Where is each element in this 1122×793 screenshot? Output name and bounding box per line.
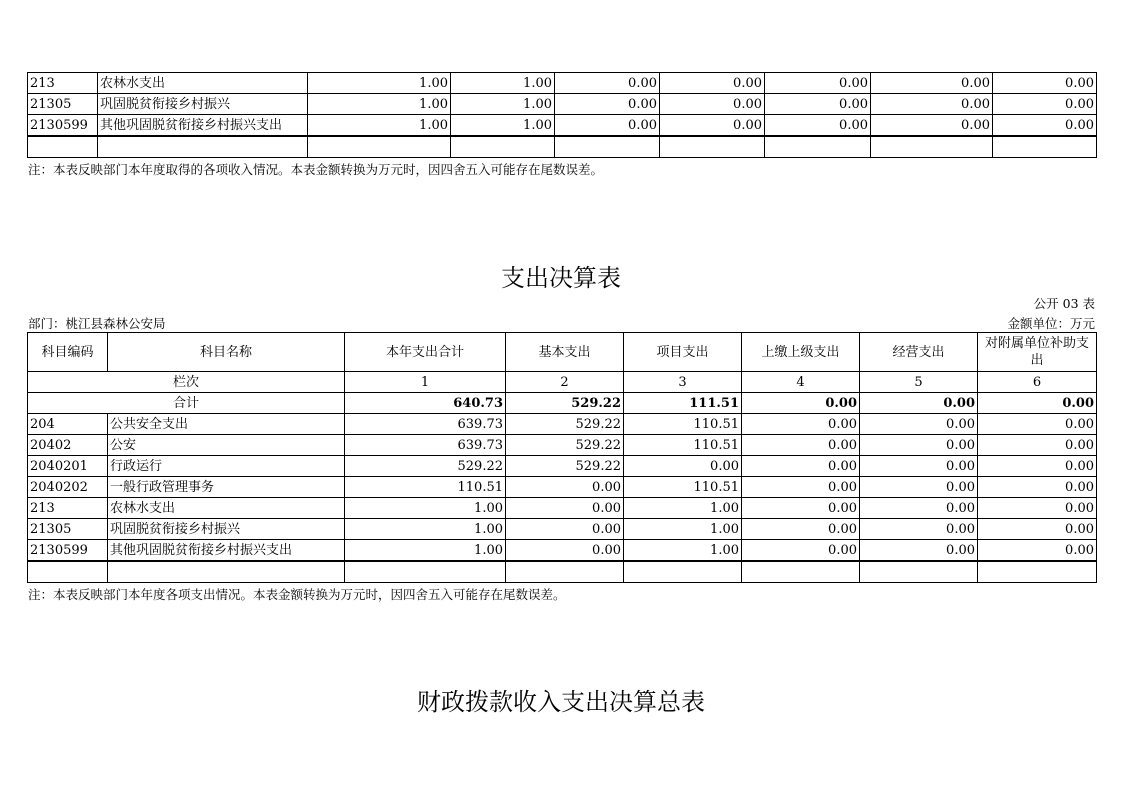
amount-cell: 0.00 — [555, 73, 660, 94]
amount-cell: 639.73 — [345, 414, 506, 435]
amount-cell: 529.22 — [506, 414, 624, 435]
subject-name: 其他巩固脱贫衔接乡村振兴支出 — [98, 115, 308, 137]
amount-cell: 0.00 — [624, 456, 742, 477]
amount-cell: 1.00 — [451, 94, 555, 115]
empty-cell — [871, 136, 993, 158]
amount-cell: 639.73 — [345, 435, 506, 456]
amount-cell: 0.00 — [978, 540, 1097, 562]
column-number-label: 栏次 — [28, 372, 345, 393]
table-row — [28, 73, 1097, 94]
amount-cell: 0.00 — [860, 414, 978, 435]
empty-cell — [742, 561, 860, 583]
column-number: 1 — [345, 372, 506, 393]
amount-cell: 0.00 — [860, 498, 978, 519]
amount-cell: 1.00 — [345, 519, 506, 540]
table-row — [28, 540, 1097, 562]
empty-cell — [451, 136, 555, 158]
amount-cell: 0.00 — [978, 435, 1097, 456]
subject-code: 2040202 — [28, 477, 108, 498]
table-row — [28, 414, 1097, 435]
total-label: 合计 — [28, 393, 345, 414]
amount-cell: 1.00 — [451, 73, 555, 94]
subject-name: 农林水支出 — [108, 498, 345, 519]
total-value: 640.73 — [345, 393, 506, 414]
amount-cell: 0.00 — [660, 94, 765, 115]
empty-cell — [624, 561, 742, 583]
table-row — [28, 561, 1097, 583]
subject-name: 巩固脱贫衔接乡村振兴 — [108, 519, 345, 540]
amount-cell: 0.00 — [860, 519, 978, 540]
header-cell: 科目名称 — [108, 333, 345, 372]
header-cell: 项目支出 — [624, 333, 742, 372]
empty-cell — [660, 136, 765, 158]
subject-code: 213 — [28, 498, 108, 519]
department-label: 部门：桃江县森林公安局 — [28, 316, 166, 331]
table-row — [28, 498, 1097, 519]
subject-code: 213 — [28, 73, 98, 94]
amount-cell: 0.00 — [860, 435, 978, 456]
amount-cell: 1.00 — [624, 540, 742, 562]
amount-cell: 0.00 — [660, 115, 765, 137]
table-row — [28, 94, 1097, 115]
amount-cell: 0.00 — [742, 498, 860, 519]
empty-cell — [308, 136, 451, 158]
amount-cell: 1.00 — [308, 94, 451, 115]
amount-cell: 0.00 — [860, 456, 978, 477]
subject-code: 21305 — [28, 519, 108, 540]
amount-cell: 0.00 — [978, 456, 1097, 477]
amount-cell: 0.00 — [742, 519, 860, 540]
amount-cell: 0.00 — [742, 435, 860, 456]
column-number: 5 — [860, 372, 978, 393]
amount-cell: 0.00 — [765, 115, 871, 137]
column-number-row — [28, 372, 1097, 393]
amount-cell: 0.00 — [871, 73, 993, 94]
empty-cell — [860, 561, 978, 583]
amount-cell: 1.00 — [345, 540, 506, 562]
column-number: 6 — [978, 372, 1097, 393]
empty-cell — [98, 136, 308, 158]
subject-name: 一般行政管理事务 — [108, 477, 345, 498]
column-number: 2 — [506, 372, 624, 393]
empty-cell — [555, 136, 660, 158]
empty-cell — [978, 561, 1097, 583]
subject-code: 2130599 — [28, 540, 108, 562]
subject-name: 公安 — [108, 435, 345, 456]
total-value: 111.51 — [624, 393, 742, 414]
amount-cell: 0.00 — [506, 498, 624, 519]
amount-cell: 0.00 — [978, 477, 1097, 498]
subject-code: 2040201 — [28, 456, 108, 477]
subject-name: 巩固脱贫衔接乡村振兴 — [98, 94, 308, 115]
table-row — [28, 115, 1097, 137]
expense-table — [27, 332, 1097, 583]
subject-name: 行政运行 — [108, 456, 345, 477]
amount-cell: 529.22 — [506, 435, 624, 456]
form-number: 公开 03 表 — [1033, 296, 1095, 311]
total-value: 529.22 — [506, 393, 624, 414]
column-number: 3 — [624, 372, 742, 393]
total-row — [28, 393, 1097, 414]
expense-table-title: 支出决算表 — [501, 264, 621, 292]
amount-cell: 110.51 — [345, 477, 506, 498]
amount-cell: 110.51 — [624, 414, 742, 435]
amount-cell: 0.00 — [993, 94, 1097, 115]
amount-cell: 1.00 — [624, 519, 742, 540]
header-cell: 对附属单位补助支出 — [978, 333, 1097, 372]
amount-cell: 0.00 — [555, 115, 660, 137]
amount-cell: 1.00 — [308, 115, 451, 137]
amount-cell: 0.00 — [742, 456, 860, 477]
amount-cell: 0.00 — [978, 414, 1097, 435]
amount-cell: 0.00 — [993, 115, 1097, 137]
table-row — [28, 477, 1097, 498]
empty-cell — [993, 136, 1097, 158]
income-table-continued — [27, 72, 1097, 158]
total-value: 0.00 — [742, 393, 860, 414]
column-number: 4 — [742, 372, 860, 393]
empty-cell — [108, 561, 345, 583]
income-note: 注：本表反映部门本年度取得的各项收入情况。本表金额转换为万元时，因四舍五入可能存在尾数误差。 — [28, 162, 604, 177]
amount-cell: 0.00 — [765, 94, 871, 115]
amount-cell: 1.00 — [345, 498, 506, 519]
subject-name: 其他巩固脱贫衔接乡村振兴支出 — [108, 540, 345, 562]
amount-cell: 0.00 — [871, 115, 993, 137]
subject-code: 204 — [28, 414, 108, 435]
expense-note: 注：本表反映部门本年度各项支出情况。本表金额转换为万元时，因四舍五入可能存在尾数误差。 — [28, 587, 566, 602]
amount-cell: 0.00 — [506, 540, 624, 562]
table-row — [28, 435, 1097, 456]
table-row — [28, 136, 1097, 158]
amount-cell: 110.51 — [624, 477, 742, 498]
amount-cell: 0.00 — [860, 540, 978, 562]
amount-cell: 0.00 — [860, 477, 978, 498]
empty-cell — [506, 561, 624, 583]
subject-name: 农林水支出 — [98, 73, 308, 94]
empty-cell — [765, 136, 871, 158]
amount-cell: 0.00 — [742, 540, 860, 562]
amount-cell: 0.00 — [993, 73, 1097, 94]
amount-cell: 0.00 — [978, 498, 1097, 519]
amount-cell: 0.00 — [506, 477, 624, 498]
amount-cell: 0.00 — [742, 477, 860, 498]
amount-cell: 0.00 — [555, 94, 660, 115]
table-row — [28, 456, 1097, 477]
amount-cell: 0.00 — [660, 73, 765, 94]
subject-code: 21305 — [28, 94, 98, 115]
total-value: 0.00 — [978, 393, 1097, 414]
header-cell: 基本支出 — [506, 333, 624, 372]
amount-cell: 1.00 — [451, 115, 555, 137]
header-cell: 本年支出合计 — [345, 333, 506, 372]
amount-cell: 0.00 — [871, 94, 993, 115]
total-value: 0.00 — [860, 393, 978, 414]
empty-cell — [28, 561, 108, 583]
amount-cell: 529.22 — [506, 456, 624, 477]
header-cell: 经营支出 — [860, 333, 978, 372]
header-cell: 科目编码 — [28, 333, 108, 372]
amount-cell: 0.00 — [742, 414, 860, 435]
next-table-title: 财政拨款收入支出决算总表 — [417, 688, 705, 716]
amount-cell: 0.00 — [506, 519, 624, 540]
expense-header-row — [28, 333, 1097, 372]
amount-cell: 1.00 — [308, 73, 451, 94]
amount-cell: 0.00 — [978, 519, 1097, 540]
header-cell: 上缴上级支出 — [742, 333, 860, 372]
amount-unit-label: 金额单位：万元 — [1007, 316, 1095, 331]
amount-cell: 529.22 — [345, 456, 506, 477]
subject-code: 2130599 — [28, 115, 98, 137]
amount-cell: 1.00 — [624, 498, 742, 519]
subject-code: 20402 — [28, 435, 108, 456]
empty-cell — [345, 561, 506, 583]
table-row — [28, 519, 1097, 540]
subject-name: 公共安全支出 — [108, 414, 345, 435]
empty-cell — [28, 136, 98, 158]
amount-cell: 110.51 — [624, 435, 742, 456]
amount-cell: 0.00 — [765, 73, 871, 94]
